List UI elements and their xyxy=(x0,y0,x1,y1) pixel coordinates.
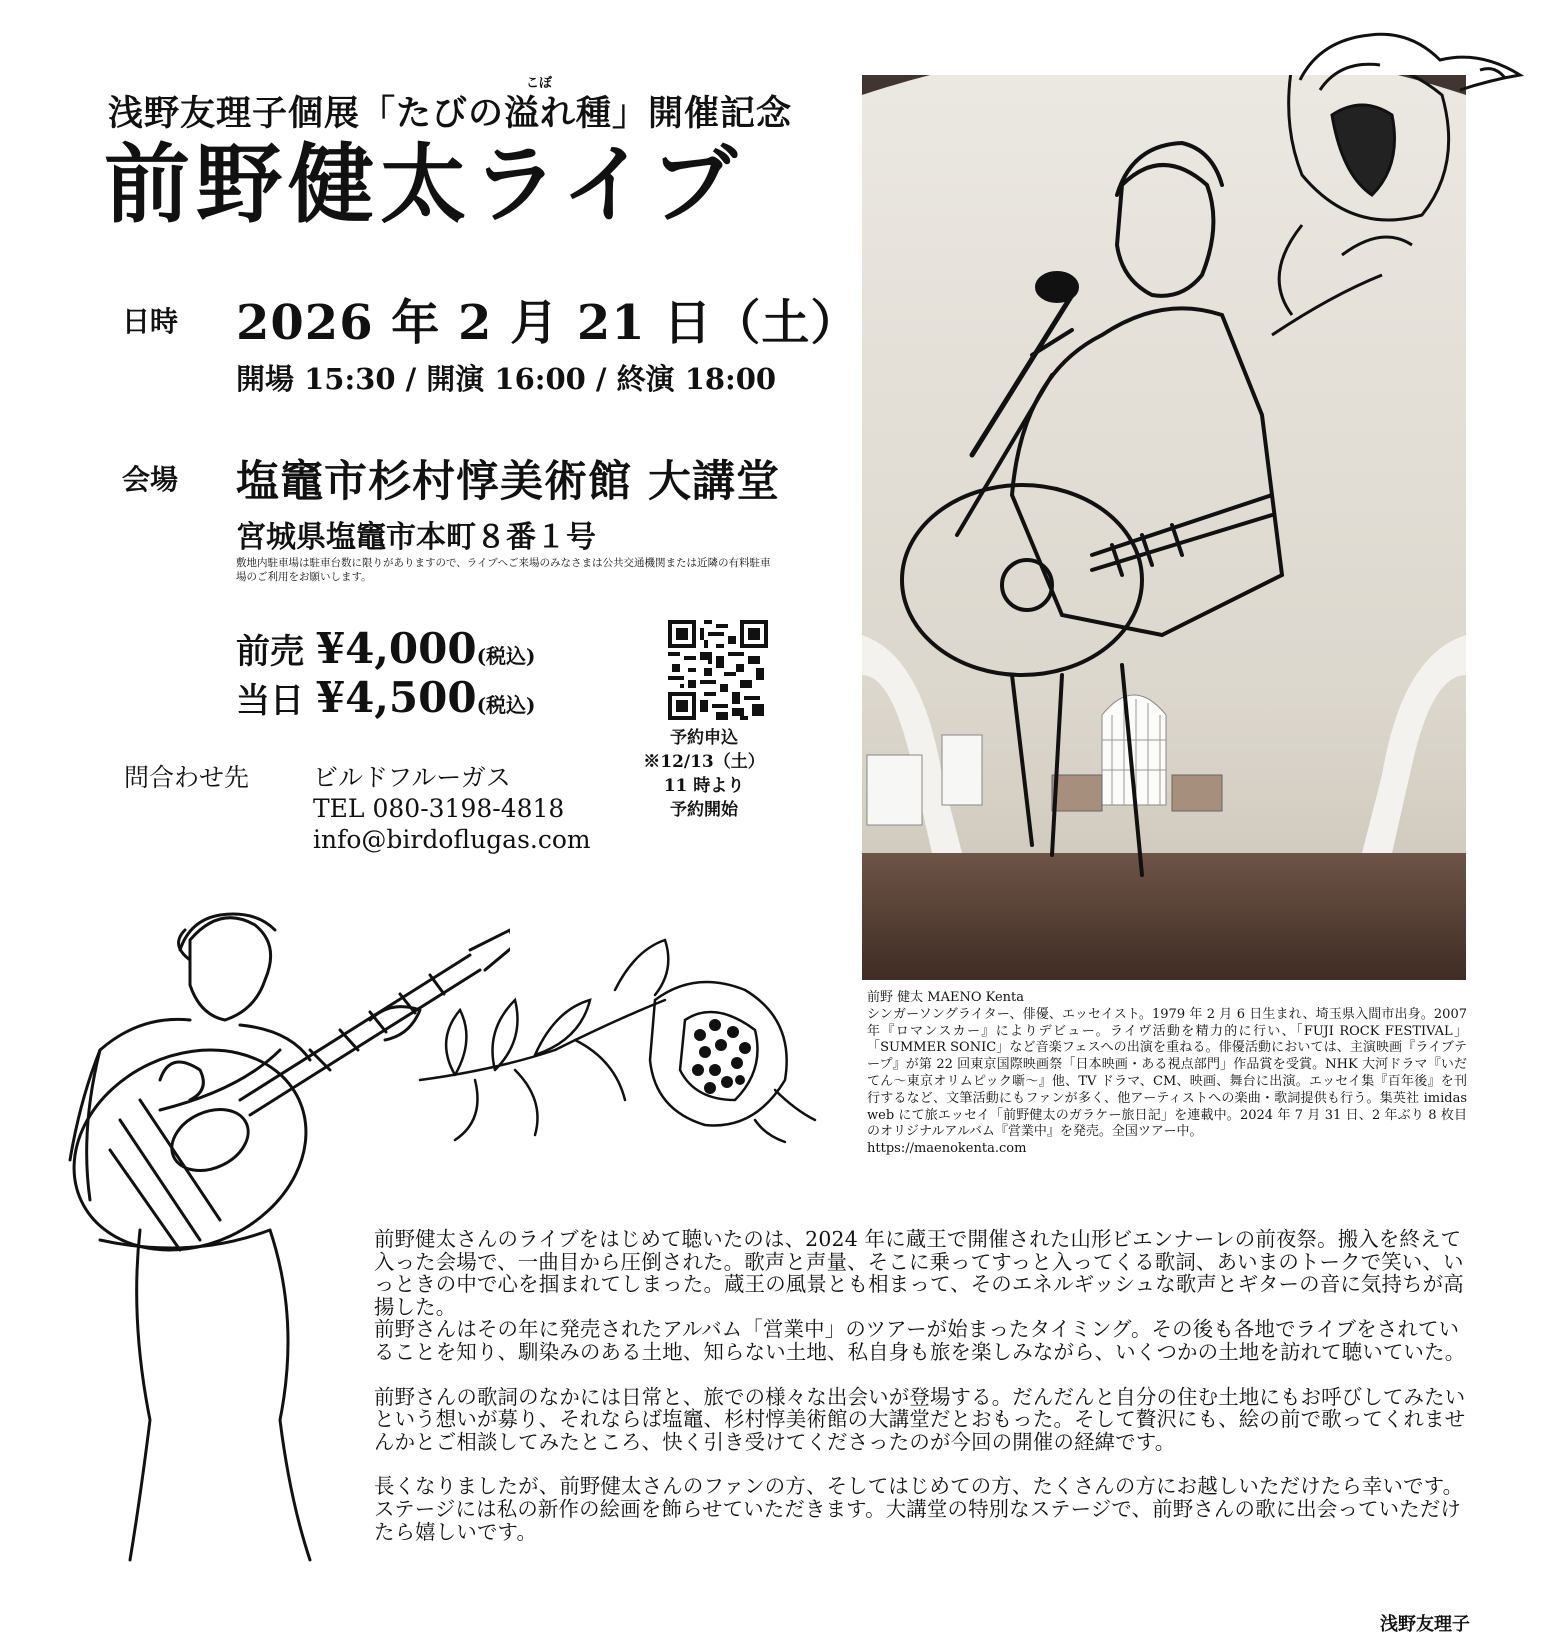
venue-name: 塩竈市杉村惇美術館 大講堂 xyxy=(236,457,780,507)
door-amount: ¥4,500 xyxy=(315,673,477,722)
reservation-line-2: ※12/13（土） xyxy=(643,752,765,772)
contact-org: ビルドフルーガス xyxy=(313,763,511,792)
event-subtitle: 浅野友理子個展「たびの溢れ種」開催記念 xyxy=(108,93,793,134)
contact-tel[interactable]: TEL 080-3198-4818 xyxy=(313,794,565,823)
reservation-line-3: 11 時より xyxy=(663,776,745,796)
essay-signature: 浅野友理子 xyxy=(1380,1614,1470,1635)
advance-label: 前売 xyxy=(236,632,304,672)
hall-photo xyxy=(862,75,1466,980)
bio-text: シンガーソングライター、俳優、エッセイスト。1979 年 2 月 6 日生まれ、埼玉県入間市出身。2007 年『ロマンスカー』によりデビュー。ライヴ活動を精力的に行い、「FUJI ROCK FESTIVAL」「SUMMER SONIC」など音楽フェスへの出演を重ねる。俳優活動においては、主演映画『ライブテープ』が第 22 回東京国際映画祭「日本映画・ある視点部門」作品賞を受賞。NHK 大河ドラマ『いだてん〜東京オリムピック噺〜』他、TV ドラマ、CM、映画、舞台に出演。エッセイ集『百年後』を刊行するなど、文筆活動にもファンが多く、他アーティストへの楽曲・歌詞提供も行う。集英社 imidas web にて旅エッセイ「前野健太のガラケー旅日記」を連載中。2024 年 7 月 31 日、2 年ぶり 8 枚目のオリジナルアルバム『営業中』を発売。全国ツアー中。 xyxy=(867,1006,1467,1140)
pomegranate-top-illustration xyxy=(1280,20,1530,160)
advance-tax-note: (税込) xyxy=(476,644,536,668)
curator-essay xyxy=(374,1228,1470,1543)
parking-note: 敷地内駐車場は駐車台数に限りがありますので、ライブへご来場のみなさまは公共交通機関または近隣の有料駐車場のご利用をお願いします。 xyxy=(236,557,771,583)
advance-price xyxy=(236,624,536,673)
contact-email[interactable]: info@birdoflugas.com xyxy=(313,825,591,854)
reservation-line-1: 予約申込 xyxy=(670,728,738,748)
qr-code-icon[interactable] xyxy=(668,620,768,720)
venue-label: 会場 xyxy=(122,463,179,496)
door-label: 当日 xyxy=(236,681,304,721)
essay-paragraph-4: 長くなりましたが、前野健太さんのファンの方、そしてはじめての方、たくさんの方にお越しいただけたら幸いです。ステージには私の新作の絵画を飾らせていただきます。大講堂の特別なステージで、前野さんの歌に出会っていただけたら嬉しいです。 xyxy=(374,1474,1464,1544)
event-date: 2026 年 2 月 21 日（土） xyxy=(236,295,860,351)
essay-paragraph-3: 前野さんの歌詞のなかには日常と、旅での様々な出会いが登場する。だんだんと自分の住む土地にもお呼びしてみたいという想いが募り、それならば塩竈、杉村惇美術館の大講堂だとおもった。そして贅沢にも、絵の前で歌ってくれませんかとご相談してみたところ、快く引き受けてくださったのが今回の開催の経緯です。 xyxy=(374,1384,1466,1454)
door-tax-note: (税込) xyxy=(476,693,536,717)
bio-name: 前野 健太 MAENO Kenta xyxy=(867,990,1025,1005)
venue-address: 宮城県塩竈市本町８番１号 xyxy=(236,520,596,555)
performer-illustration-photo xyxy=(862,75,1466,980)
date-label: 日時 xyxy=(122,305,179,338)
artist-bio xyxy=(867,990,1467,1158)
advance-amount: ¥4,000 xyxy=(315,624,477,673)
event-times: 開場 15:30 / 開演 16:00 / 終演 18:00 xyxy=(236,362,777,396)
essay-paragraph-2: 前野さんはその年に発売されたアルバム「営業中」のツアーが始まったタイミング。その後も各地でライブをされていることを知り、馴染みのある土地、知らない土地、私自身も旅を楽しみながら、いくつかの土地を訪れて聴いていた。 xyxy=(374,1317,1466,1364)
reservation-line-4: 予約開始 xyxy=(670,800,738,820)
contact-details xyxy=(313,762,591,855)
pomegranate-branch-illustration xyxy=(415,930,825,1145)
essay-paragraph-1: 前野健太さんのライブをはじめて聴いたのは、2024 年に蔵王で開催された山形ビエンナーレの前夜祭。搬入を終えて入った会場で、一曲目から圧倒された。歌声と声量、そこに乗ってすっと入ってくる歌詞、あいまのトークで笑い、いっときの中で心を掴まれてしまった。蔵王の風景とも相まって、そのエネルギッシュな歌声とギターの音に気持ちが高揚した。 xyxy=(374,1227,1464,1319)
door-price xyxy=(236,673,536,722)
title-ruby: こぼ xyxy=(526,76,553,91)
event-title: 前野健太ライブ xyxy=(104,134,743,235)
bio-url[interactable]: https://maenokenta.com xyxy=(867,1141,1027,1157)
reservation-info xyxy=(638,726,770,822)
contact-label: 問合わせ先 xyxy=(124,763,250,792)
